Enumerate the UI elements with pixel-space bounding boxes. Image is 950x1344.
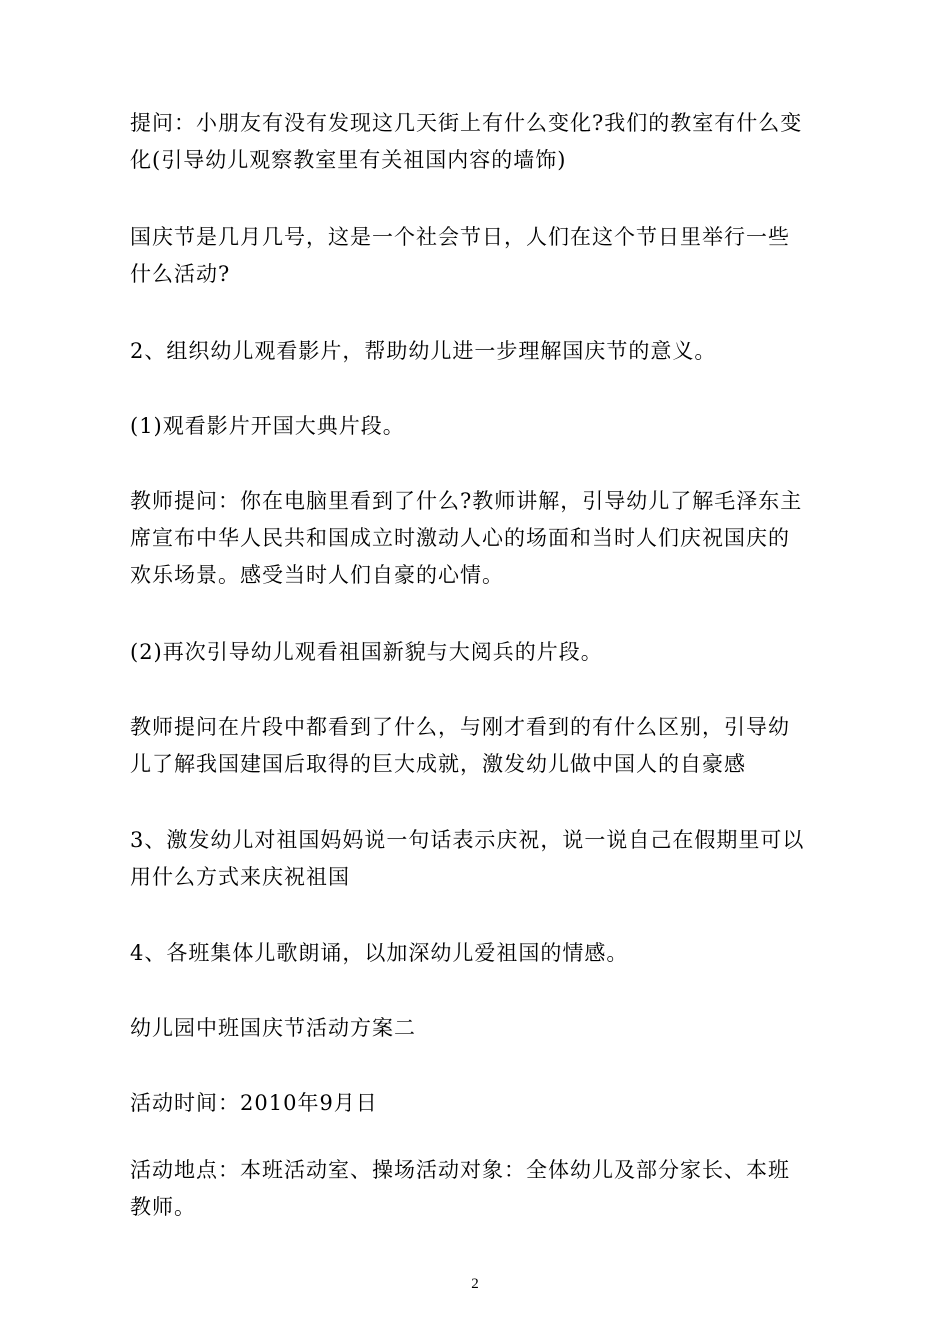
text-line: 4、各班集体儿歌朗诵，以加深幼儿爱祖国的情感。 xyxy=(130,941,629,965)
text-line: 用什么方式来庆祝祖国 xyxy=(130,865,350,889)
text-line: 3、激发幼儿对祖国妈妈说一句话表示庆祝，说一说自己在假期里可以 xyxy=(130,828,805,852)
paragraph-step-3 xyxy=(130,822,820,896)
paragraph-activity-location xyxy=(130,1152,820,1226)
paragraph-step-2 xyxy=(130,333,820,370)
paragraph-step-2-1 xyxy=(130,408,820,445)
text-line: (1)观看影片开国大典片段。 xyxy=(130,414,405,438)
paragraph-teacher-question-2 xyxy=(130,709,820,783)
text-line: 国庆节是几月几号，这是一个社会节日，人们在这个节日里举行一些 xyxy=(130,225,790,249)
text-line: 教师。 xyxy=(130,1195,196,1219)
paragraph-teacher-question-1 xyxy=(130,483,820,594)
paragraph-national-day-date xyxy=(130,219,820,293)
paragraph-step-4 xyxy=(130,935,820,972)
text-line: 儿了解我国建国后取得的巨大成就，激发幼儿做中国人的自豪感 xyxy=(130,752,746,776)
page-number: 2 xyxy=(471,1276,479,1292)
text-line: 欢乐场景。感受当时人们自豪的心情。 xyxy=(130,563,504,587)
paragraph-activity-time xyxy=(130,1085,820,1122)
section-heading xyxy=(130,1010,820,1047)
text-line: 活动时间：2010年9月日 xyxy=(130,1091,378,1115)
paragraph-question-changes xyxy=(130,105,820,179)
text-line: 教师提问：你在电脑里看到了什么?教师讲解，引导幼儿了解毛泽东主 xyxy=(130,489,803,513)
text-line: 2、组织幼儿观看影片，帮助幼儿进一步理解国庆节的意义。 xyxy=(130,339,717,363)
text-line: 活动地点：本班活动室、操场活动对象：全体幼儿及部分家长、本班 xyxy=(130,1158,790,1182)
paragraph-step-2-2 xyxy=(130,634,820,671)
text-line: 化(引导幼儿观察教室里有关祖国内容的墙饰) xyxy=(130,148,567,172)
text-line: 什么活动? xyxy=(130,262,231,286)
text-line: 幼儿园中班国庆节活动方案二 xyxy=(130,1016,416,1040)
text-line: (2)再次引导幼儿观看祖国新貌与大阅兵的片段。 xyxy=(130,640,603,664)
text-line: 提问：小朋友有没有发现这几天街上有什么变化?我们的教室有什么变 xyxy=(130,111,803,135)
text-line: 席宣布中华人民共和国成立时激动人心的场面和当时人们庆祝国庆的 xyxy=(130,526,790,550)
text-line: 教师提问在片段中都看到了什么，与刚才看到的有什么区别，引导幼 xyxy=(130,715,790,739)
